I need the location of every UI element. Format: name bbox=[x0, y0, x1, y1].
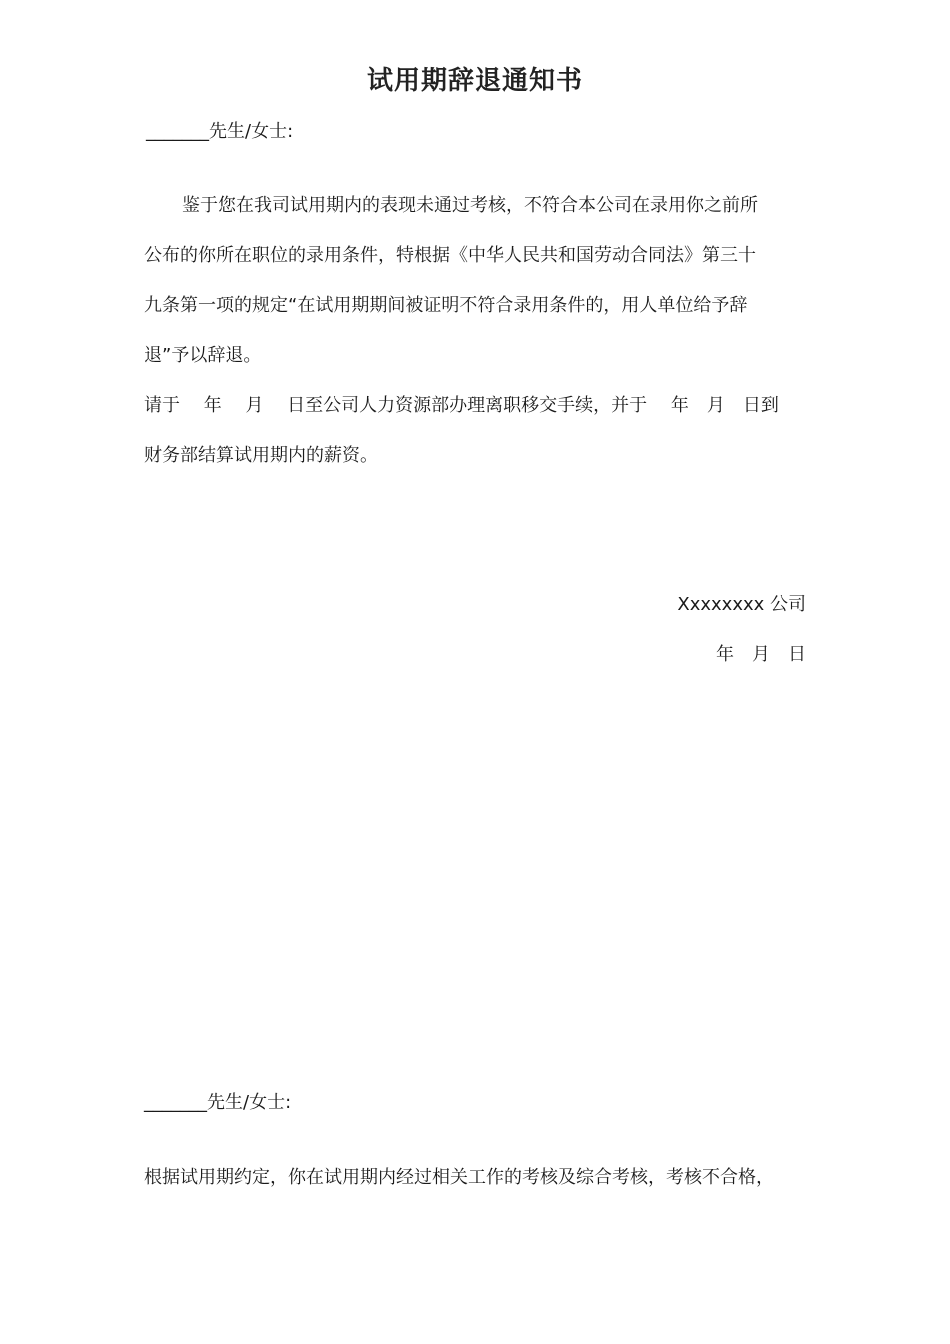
signature-date: 年 月 日 bbox=[716, 644, 806, 665]
document-title: 试用期辞退通知书 bbox=[366, 66, 583, 96]
second-paragraph-line1: 根据试用期约定，你在试用期内经过相关工作的考核及综合考核，考核不合格， bbox=[144, 1167, 774, 1188]
salutation: _______先生/女士: bbox=[146, 121, 294, 142]
paragraph1-line4: 退”予以辞退。 bbox=[144, 345, 262, 366]
paragraph1-line2: 公布的你所在职位的录用条件，特根据《中华人民共和国劳动合同法》第三十 bbox=[144, 245, 756, 266]
second-salutation: _______先生/女士: bbox=[144, 1092, 292, 1113]
signature-company: Xxxxxxxx 公司 bbox=[677, 594, 806, 615]
paragraph2-line1: 请于 年 月 日至公司人力资源部办理离职移交手续，并于 年 月 日到 bbox=[144, 395, 779, 416]
paragraph2-line2: 财务部结算试用期内的薪资。 bbox=[144, 445, 378, 466]
paragraph1-line3: 九条第一项的规定“在试用期期间被证明不符合录用条件的，用人单位给予辞 bbox=[144, 295, 748, 316]
paragraph1-line1: 鉴于您在我司试用期内的表现未通过考核，不符合本公司在录用你之前所 bbox=[182, 195, 758, 216]
